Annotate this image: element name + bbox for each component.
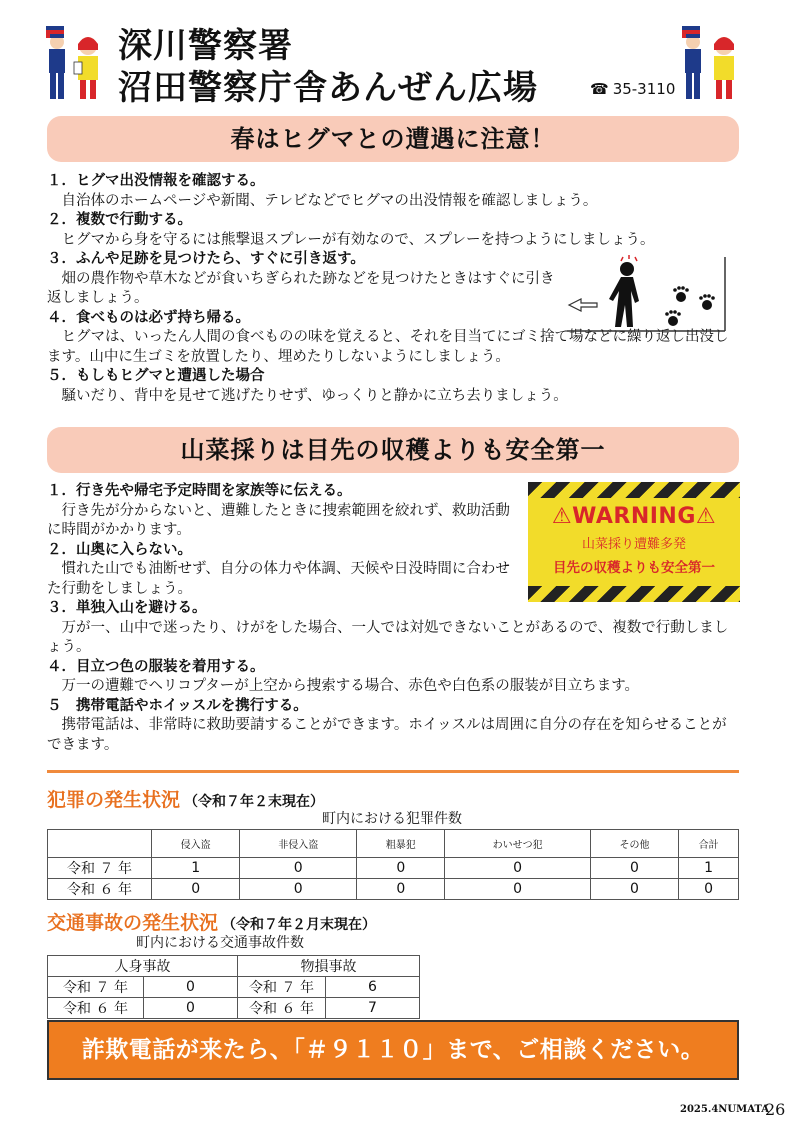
table-header-row [48,956,420,977]
table-row [48,879,739,900]
table-cell: 0 [240,879,357,900]
table-cell: 7 [326,998,420,1019]
item-body: 万が一、山中で迷ったり、けがをした場合、一人では対処できないことがあるので、複数で行動しましょう。 [47,619,729,655]
item-head: ４．目立つ色の服装を着用する。 [47,658,265,675]
header [0,0,796,112]
table-row [48,977,420,998]
bear-banner: 春はヒグマとの遭遇に注意！ [47,116,739,162]
police-mascot-illustration-right [680,20,746,104]
list-item [47,658,739,697]
item-head: ２．複数で行動する。 [47,212,192,228]
table-cell: 0 [357,858,445,879]
crime-table [47,829,739,900]
column-header: 合計 [679,830,739,858]
table-cell: 令和 ６ 年 [48,998,144,1019]
warning-stripes-bottom [528,586,740,602]
fraud-call-banner: 詐欺電話が来たら、「＃９１１０」まで、ご相談ください。 [47,1020,739,1080]
table-cell: 1 [679,858,739,879]
item-head: １．ヒグマ出没情報を確認する。 [47,173,265,189]
item-head: ５ 携帯電話やホイッスルを携行する。 [47,697,308,714]
list-item [47,599,739,658]
section-divider [47,770,739,773]
table-cell: 6 [326,977,420,998]
column-header: 粗暴犯 [357,830,445,858]
item-head: ２．山奥に入らない。 [47,541,192,558]
item-body: 自治体のホームページや新聞、テレビなどでヒグマの出没情報を確認しましょう。 [61,192,598,209]
sansai-banner: 山菜採りは目先の収穫よりも安全第一 [47,427,739,473]
crime-date: （令和７年２末現在） [184,794,325,810]
table-cell: 令和 ６ 年 [238,998,326,1019]
item-head: ３．単独入山を避ける。 [47,600,207,616]
traffic-title-text: 交通事故の発生状況 [47,912,219,934]
column-header [48,830,152,858]
table-cell: 0 [144,998,238,1019]
table-cell: 令和 ６ 年 [48,879,152,900]
item-body: 慣れた山でも油断せず、自分の体力や体調、天候や日没時間に合わせた行動をしましょう。 [47,561,510,597]
item-body: ヒグマから身を守るには熊撃退スプレーが有効なので、スプレーを持つようにしましょう。 [61,231,655,248]
item-head: １．行き先や帰宅予定時間を家族等に伝える。 [47,483,352,499]
item-body: ヒグマは、いったん人間の食べものの味を覚えると、それを目当てにゴミ捨て場などに繰り返し出没します。山中に生ゴミを放置したり、埋めたりしないようにしましょう。 [47,329,729,365]
crime-caption: 町内における犯罪件数 [322,811,462,827]
table-cell: 令和 ７ 年 [48,977,144,998]
list-item [47,172,739,211]
phone-number [590,80,675,98]
page-title-line1: 深川警察署 [118,26,293,66]
column-header: わいせつ犯 [445,830,590,858]
warning-inner [536,500,732,584]
warning-main-text: 目先の収穫よりも安全第一 [553,560,715,576]
table-cell: 0 [590,858,678,879]
table-row [48,998,420,1019]
table-row [48,858,739,879]
table-cell: 令和 ７ 年 [48,858,152,879]
item-body: 畑の農作物や草木などが食いちぎられた跡などを見つけたときはすぐに引き返しましょう。 [47,270,555,306]
telephone-icon: ☎ [590,80,609,98]
list-item [47,367,739,406]
list-item [47,211,739,250]
footer-issue: 2025.4NUMATA [680,1104,770,1115]
table-cell: 0 [144,977,238,998]
column-header: 人身事故 [48,956,238,977]
traffic-table [47,955,420,1019]
item-body: 行き先が分からないと、遭難したときに捜索範囲を絞れず、救助活動に時間がかかります。 [47,502,510,538]
table-cell: 0 [357,879,445,900]
table-cell: 1 [152,858,240,879]
table-cell: 0 [240,858,357,879]
crime-title-text: 犯罪の発生状況 [47,789,181,811]
column-header: 侵入盗 [152,830,240,858]
warning-sign [528,482,740,602]
table-header-row [48,830,739,858]
column-header: その他 [590,830,678,858]
item-body: 携帯電話は、非常時に救助要請することができます。ホイッスルは周囲に自分の存在を知らせることができます。 [47,717,727,753]
page-number: 26 [765,1100,786,1119]
warning-subtitle: 山菜採り遭難多発 [581,537,686,552]
warning-title: ⚠WARNING⚠ [551,504,717,529]
traffic-date: （令和７年２月末現在） [222,917,377,933]
page-title-line2: 沼田警察庁舎あんぜん広場 [118,68,538,108]
table-cell: 0 [445,879,590,900]
phone-number-text: 35-3110 [612,80,676,98]
table-cell: 0 [445,858,590,879]
column-header: 非侵入盗 [240,830,357,858]
list-item [47,697,739,756]
item-body: 万一の遭難でヘリコプターが上空から捜索する場合、赤色や白色系の服装が目立ちます。 [61,678,640,694]
crime-title [47,785,324,812]
police-mascot-illustration [44,20,110,104]
column-header: 物損事故 [238,956,420,977]
item-head: ３．ふんや足跡を見つけたら、すぐに引き返す。 [47,251,365,267]
traffic-title [47,908,376,935]
person-and-bear-tracks-illustration [565,255,727,333]
table-cell: 0 [679,879,739,900]
item-body: 騒いだり、背中を見せて逃げたりせず、ゆっくりと静かに立ち去りましょう。 [61,387,568,404]
warning-stripes-top [528,482,740,498]
table-cell: 0 [152,879,240,900]
traffic-caption: 町内における交通事故件数 [136,935,304,951]
table-cell: 0 [590,879,678,900]
table-cell: 令和 ７ 年 [238,977,326,998]
item-head: ５．もしもヒグマと遭遇した場合 [47,368,265,384]
item-head: ４．食べものは必ず持ち帰る。 [47,309,250,326]
